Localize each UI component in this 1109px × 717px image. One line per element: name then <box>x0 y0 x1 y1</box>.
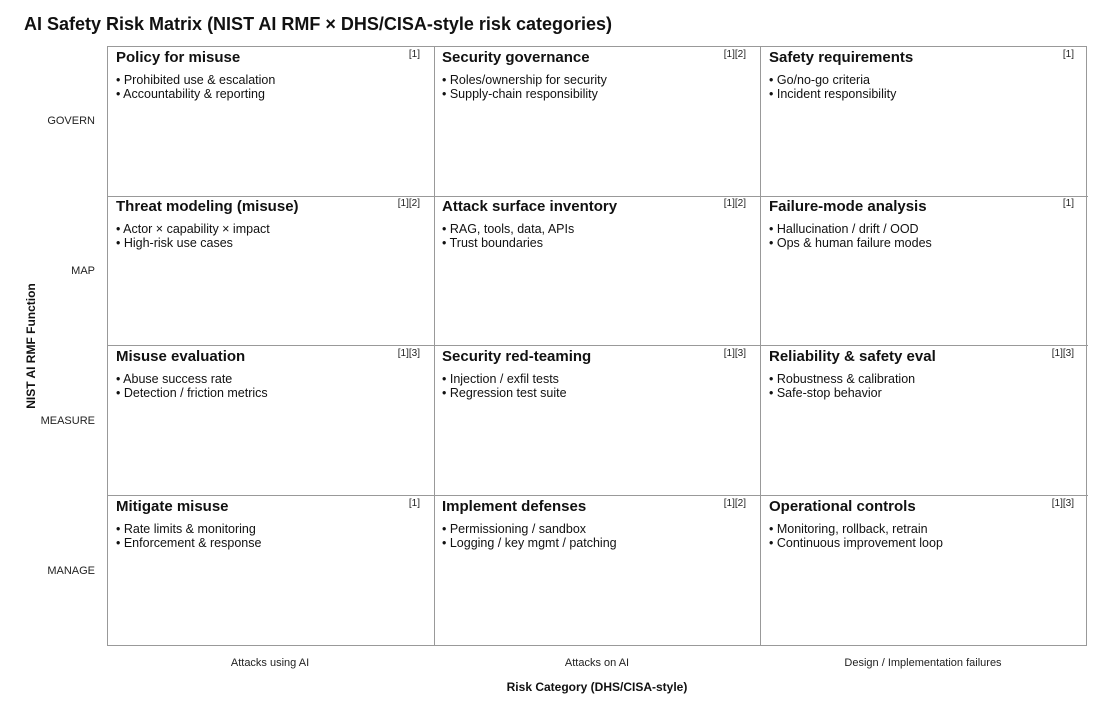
matrix-cell <box>761 47 1088 197</box>
matrix-cell <box>108 47 435 197</box>
matrix-cell <box>434 496 761 646</box>
row-label: MEASURE <box>40 415 95 427</box>
cell-bullet-list <box>116 372 268 400</box>
bullet-item: • Incident responsibility <box>769 87 897 101</box>
matrix-cell <box>108 346 435 496</box>
bullet-item: • Roles/ownership for security <box>442 73 607 87</box>
cell-bullet-list <box>442 73 607 101</box>
cell-title: Implement defenses <box>442 498 587 515</box>
bullet-item: • Abuse success rate <box>116 372 233 386</box>
matrix-cell <box>761 196 1088 346</box>
column-label: Design / Implementation failures <box>844 657 1002 669</box>
cell-title: Operational controls <box>769 498 916 515</box>
cell-references: [1][2] <box>723 49 746 60</box>
bullet-item: • RAG, tools, data, APIs <box>442 222 575 236</box>
matrix-cell <box>434 346 761 496</box>
cell-title: Policy for misuse <box>116 49 241 66</box>
bullet-item: • Injection / exfil tests <box>442 372 559 386</box>
bullet-item: • Robustness & calibration <box>769 372 916 386</box>
bullet-item: • High-risk use cases <box>116 236 233 250</box>
risk-matrix-grid <box>107 46 1087 646</box>
cell-title: Mitigate misuse <box>116 498 229 515</box>
cell-references: [1][3] <box>1051 348 1074 359</box>
cell-references: [1][3] <box>397 348 420 359</box>
row-label: MANAGE <box>47 565 95 577</box>
bullet-item: • Supply-chain responsibility <box>442 87 598 101</box>
bullet-item: • Hallucination / drift / OOD <box>769 222 919 236</box>
cell-title: Security red-teaming <box>442 348 592 365</box>
cell-bullet-list <box>116 522 261 550</box>
cell-references: [1][2] <box>723 198 746 209</box>
bullet-item: • Permissioning / sandbox <box>442 522 587 536</box>
cell-bullet-list <box>769 73 896 101</box>
matrix-cell <box>761 496 1088 646</box>
cell-title: Safety requirements <box>769 49 914 66</box>
cell-title: Attack surface inventory <box>442 198 618 215</box>
matrix-cell <box>108 496 435 646</box>
y-axis-label: NIST AI RMF Function <box>24 283 38 409</box>
cell-references: [1] <box>408 498 420 509</box>
cell-title: Misuse evaluation <box>116 348 246 365</box>
cell-bullet-list <box>116 222 270 250</box>
cell-bullet-list <box>769 522 943 550</box>
cell-references: [1][2] <box>723 498 746 509</box>
cell-references: [1] <box>1062 49 1074 60</box>
column-label: Attacks using AI <box>230 657 310 669</box>
column-label: Attacks on AI <box>564 657 630 669</box>
cell-bullet-list <box>442 222 574 250</box>
cell-bullet-list <box>769 372 915 400</box>
cell-references: [1][3] <box>1051 498 1074 509</box>
cell-references: [1] <box>1062 198 1074 209</box>
bullet-item: • Rate limits & monitoring <box>116 522 256 536</box>
bullet-item: • Enforcement & response <box>116 536 262 550</box>
bullet-item: • Trust boundaries <box>442 236 543 250</box>
matrix-cell <box>761 346 1088 496</box>
matrix-cell <box>434 196 761 346</box>
cell-title: Security governance <box>442 49 590 66</box>
cell-references: [1][3] <box>723 348 746 359</box>
cell-title: Failure-mode analysis <box>769 198 927 215</box>
matrix-cell <box>108 196 435 346</box>
bullet-item: • Monitoring, rollback, retrain <box>769 522 928 536</box>
x-axis-label: Risk Category (DHS/CISA-style) <box>506 680 688 694</box>
cell-references: [1] <box>408 49 420 60</box>
matrix-title: AI Safety Risk Matrix (NIST AI RMF × DHS/CISA-style risk categories) <box>24 14 612 34</box>
matrix-cell <box>434 47 761 197</box>
bullet-item: • Go/no-go criteria <box>769 73 870 87</box>
row-label: GOVERN <box>47 115 95 127</box>
cell-title: Threat modeling (misuse) <box>116 198 299 215</box>
cell-bullet-list <box>769 222 932 250</box>
bullet-item: • Detection / friction metrics <box>116 386 268 400</box>
bullet-item: • Prohibited use & escalation <box>116 73 276 87</box>
cell-bullet-list <box>442 372 567 400</box>
bullet-item: • Safe-stop behavior <box>769 386 882 400</box>
row-label: MAP <box>71 265 95 277</box>
cell-bullet-list <box>116 73 275 101</box>
bullet-item: • Accountability & reporting <box>116 87 265 101</box>
bullet-item: • Regression test suite <box>442 386 567 400</box>
bullet-item: • Ops & human failure modes <box>769 236 932 250</box>
bullet-item: • Actor × capability × impact <box>116 222 270 236</box>
bullet-item: • Logging / key mgmt / patching <box>442 536 617 550</box>
cell-references: [1][2] <box>397 198 420 209</box>
cell-title: Reliability & safety eval <box>769 348 936 365</box>
cell-bullet-list <box>442 522 617 550</box>
bullet-item: • Continuous improvement loop <box>769 536 943 550</box>
